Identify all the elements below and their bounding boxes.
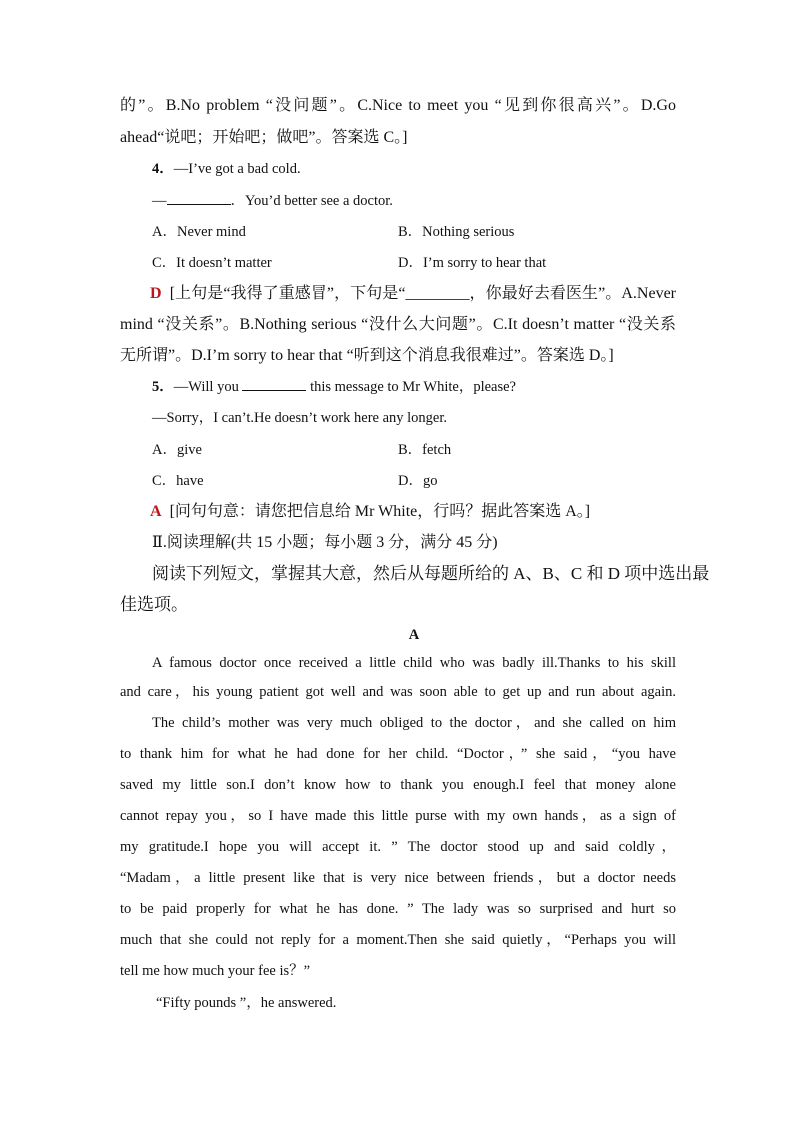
passage-line-9: to be paid properly for what he has done. ” The lady was so surprised and hurt so: [120, 901, 676, 917]
q5-stem-after: this message to Mr White，please?: [310, 379, 516, 395]
passage-line-7: my gratitude.I hope you will accept it. ” The doctor stood up and said coldly，: [120, 839, 676, 855]
q4-reply: [152, 191, 676, 211]
passage-line-10: much that she could not reply for a moment.Then she said quietly，“Perhaps you will: [120, 932, 676, 948]
q4-stem: [152, 159, 676, 179]
q5-option-b: B．fetch: [398, 442, 452, 458]
passage-line-2: and care，his young patient got well and was soon able to get up and run about again.: [120, 684, 676, 700]
q4-explanation-text-1: [上句是“我得了重感冒”，下句是“________，你最好去看医生”。A.Never: [169, 285, 677, 302]
q4-option-a: A．Never mind: [152, 224, 246, 240]
q4-reply-prefix: —: [152, 193, 167, 209]
q4-option-b: B．Nothing serious: [398, 224, 515, 240]
passage-line-6: cannot repay you，so I have made this little purse with my own hands，as a sign of: [120, 808, 676, 824]
q4-answer: D: [150, 285, 162, 302]
q4-option-d: D．I’m sorry to hear that: [398, 255, 547, 271]
q5-number: 5．: [152, 379, 174, 395]
q4-explanation-line-1: [150, 284, 676, 304]
q3-explanation-line-1: 的”。B.No problem “没问题”。C.Nice to meet you “见到你很高兴”。D.Go: [120, 97, 676, 114]
q4-reply-suffix: ．You’d better see a doctor.: [230, 193, 393, 209]
q4-option-c: C．It doesn’t matter: [152, 255, 272, 271]
q4-explanation-line-2: mind “没关系”。B.Nothing serious “没什么大问题”。C.It doesn’t matter “没关系: [120, 316, 676, 333]
q5-answer: A: [150, 503, 162, 520]
passage-line-12: “Fifty pounds ”，he answered.: [156, 995, 337, 1011]
q5-stem-before: —Will you: [173, 379, 239, 395]
section-2-instruction-line-1: 阅读下列短文，掌握其大意，然后从每题所给的 A、B、C 和 D 项中选出最: [152, 564, 710, 583]
q4-explanation-line-3: 无所谓”。D.I’m sorry to hear that “听到这个消息我很难过”。答案选 D。]: [120, 347, 614, 364]
q4-number: 4．: [152, 161, 174, 177]
passage-line-5: saved my little son.I don’t know how to thank you enough.I feel that money alone: [120, 777, 676, 793]
passage-label: A: [408, 627, 420, 643]
q5-answer-blank: [242, 377, 306, 391]
section-2-instruction-line-2: 佳选项。: [120, 595, 188, 614]
q5-option-c: C．have: [152, 473, 204, 489]
q5-option-a: A．give: [152, 442, 202, 458]
passage-line-3: The child’s mother was very much obliged to the doctor，and she called on him: [152, 715, 676, 731]
q3-explanation-line-2: ahead“说吧；开始吧；做吧”。答案选 C。]: [120, 129, 408, 146]
passage-line-4: to thank him for what he had done for her child. “Doctor，” she said，“you have: [120, 746, 676, 762]
q5-option-d: D．go: [398, 473, 438, 489]
q4-answer-blank: [167, 191, 231, 205]
q5-explanation: [150, 502, 674, 522]
q5-explanation-text: [问句句意：请您把信息给 Mr White，行吗？据此答案选 A。]: [169, 503, 591, 520]
q5-reply: —Sorry，I can’t.He doesn’t work here any longer.: [152, 410, 448, 426]
passage-line-11: tell me how much your fee is？”: [120, 963, 311, 979]
section-2-heading: Ⅱ.阅读理解(共 15 小题；每小题 3 分，满分 45 分): [152, 534, 498, 551]
passage-line-8: “Madam，a little present like that is very nice between friends，but a doctor needs: [120, 870, 676, 886]
q4-stem-text: —I’ve got a bad cold.: [173, 161, 301, 177]
q5-stem: [152, 377, 676, 397]
passage-line-1: A famous doctor once received a little child who was badly ill.Thanks to his skill: [152, 655, 676, 671]
